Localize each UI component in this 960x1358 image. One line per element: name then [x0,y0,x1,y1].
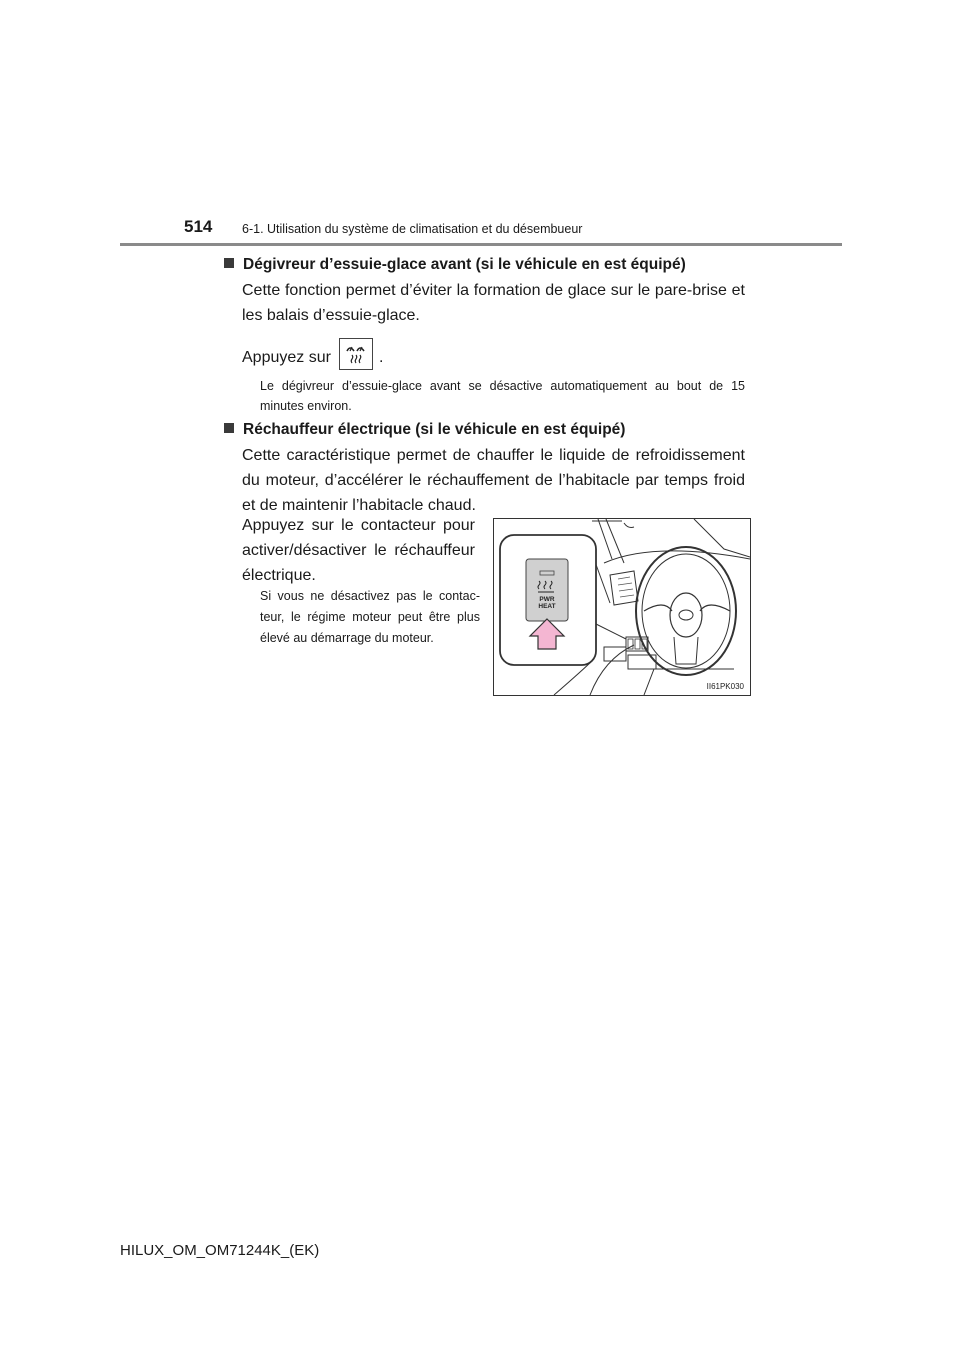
press-prefix: Appuyez sur [242,349,331,367]
heading-wiper-deicer [224,256,686,274]
heater-instruction: Appuyez sur le contacteur pour activer/désactiver le réchauffeur électrique. [242,517,475,584]
square-bullet-icon [224,258,234,268]
figure-code: II61PK030 [706,682,744,691]
header-rule [120,243,842,246]
wiper-deicer-icon [339,338,373,370]
paragraph-electric-heater: Cette caractéristique permet de chauffer le liquide de refroidissement du moteur, d’accélérer le réchauffement de l’habitacle par temps froid et de maintenir l’habitacle chaud. [242,447,745,514]
note-wiper-deicer: Le dégivreur d’essuie-glace avant se désactive automatiquement au bout de 15 minutes environ. [260,379,745,413]
dashboard-drawing [494,519,750,695]
model-code-footer: HILUX_OM_OM71244K_(EK) [120,1242,320,1259]
press-suffix: . [378,349,384,367]
note-electric-heater: Si vous ne désactivez pas le contac-teur, le régime moteur peut être plus élevé au démarrage du moteur. [260,589,480,645]
press-instruction [242,342,745,374]
pwr-label: PWR [539,596,555,603]
page-number: 514 [184,217,213,236]
heading-electric-heater [224,421,625,439]
square-bullet-icon [224,423,234,433]
dashboard-illustration [493,518,751,696]
heading-text: Réchauffeur électrique (si le véhicule en est équipé) [243,421,626,438]
paragraph-wiper-deicer: Cette fonction permet d’éviter la formation de glace sur le pare-brise et les balais d’essuie-glace. [242,282,745,324]
heading-text: Dégivreur d’essuie-glace avant (si le véhicule en est équipé) [243,256,686,273]
section-header: 6-1. Utilisation du système de climatisation et du désembueur [242,222,583,236]
heat-label: HEAT [538,603,556,610]
